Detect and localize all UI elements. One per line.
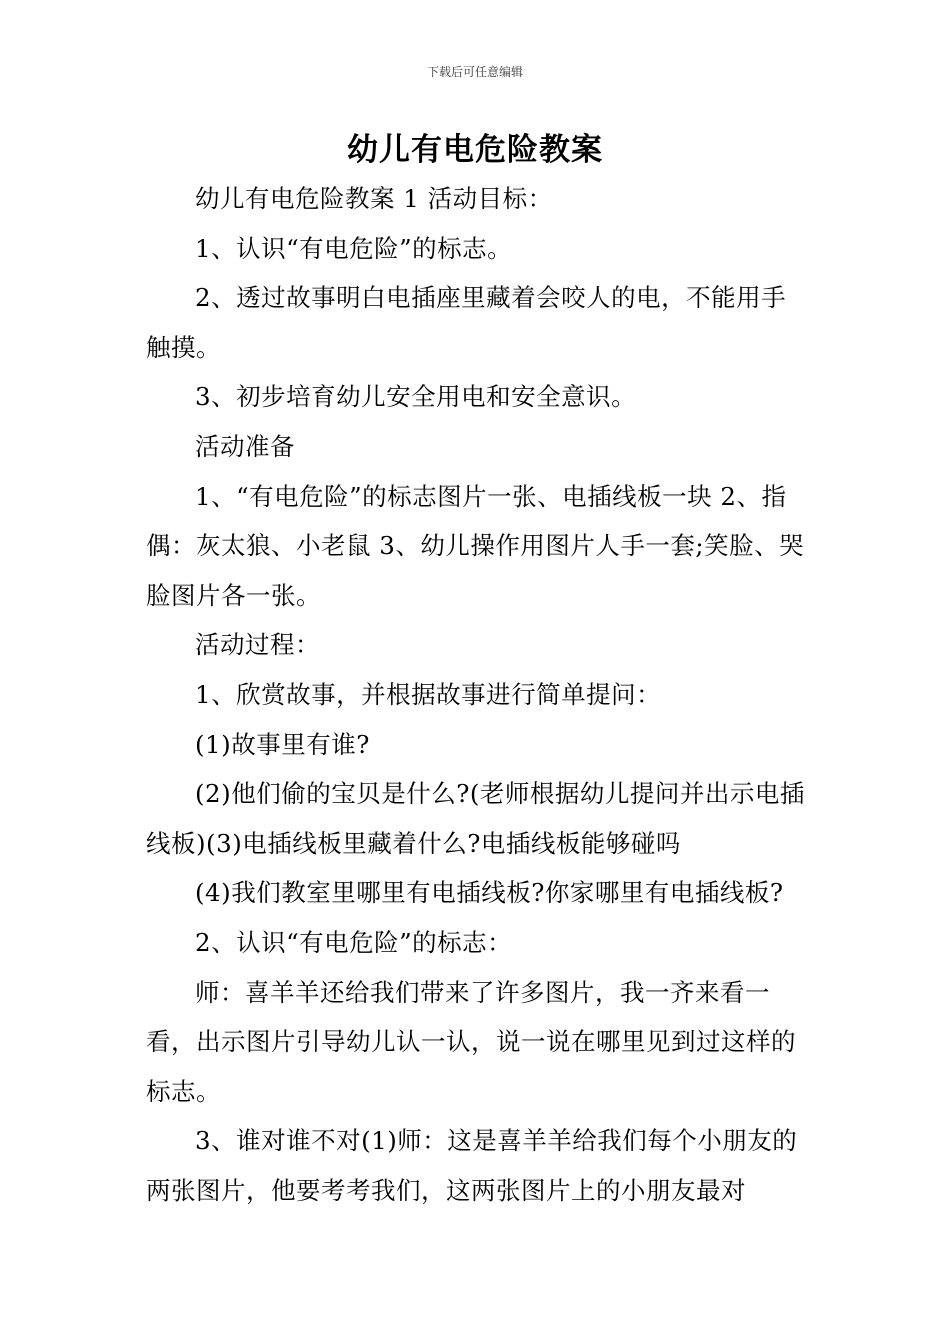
paragraph: 活动过程： [195, 630, 320, 660]
paragraph: (1)故事里有谁? [195, 729, 370, 759]
paragraph: 幼儿有电危险教案 1 活动目标： [195, 184, 553, 213]
paragraph: 2、认识“有电危险”的标志： [195, 927, 513, 957]
paragraph: 3、初步培育幼儿安全用电和安全意识。 [195, 382, 637, 412]
paragraph: 2、透过故事明白电插座里藏着会咬人的电，不能用手触摸。 [146, 283, 787, 362]
document-body [146, 174, 808, 1215]
paragraph: (4)我们教室里哪里有电插线板?你家哪里有电插线板? [195, 878, 784, 908]
paragraph: 师：喜羊羊还给我们带来了许多图片，我一齐来看一看，出示图片引导幼儿认一认，说一说在哪里见到过这样的标志。 [146, 977, 796, 1106]
paragraph: 1、认识“有电危险”的标志。 [195, 233, 513, 263]
document-title: 幼儿有电危险教案 [347, 132, 603, 168]
paragraph: 1、欣赏故事，并根据故事进行简单提问： [195, 679, 662, 709]
paragraph: 活动准备 [195, 431, 295, 461]
paragraph: (2)他们偷的宝贝是什么?(老师根据幼儿提问并出示电插线板)(3)电插线板里藏着什么?电插线板能够碰吗 [146, 779, 805, 858]
header-note: 下载后可任意编辑 [426, 65, 523, 79]
paragraph: 3、谁对谁不对(1)师：这是喜羊羊给我们每个小朋友的两张图片，他要考考我们，这两张图片上的小朋友最对 [146, 1126, 798, 1205]
paragraph: 1、“有电危险”的标志图片一张、电插线板一块 2、指偶：灰太狼、小老鼠 3、幼儿操作用图片人手一套;笑脸、哭脸图片各一张。 [146, 481, 805, 610]
